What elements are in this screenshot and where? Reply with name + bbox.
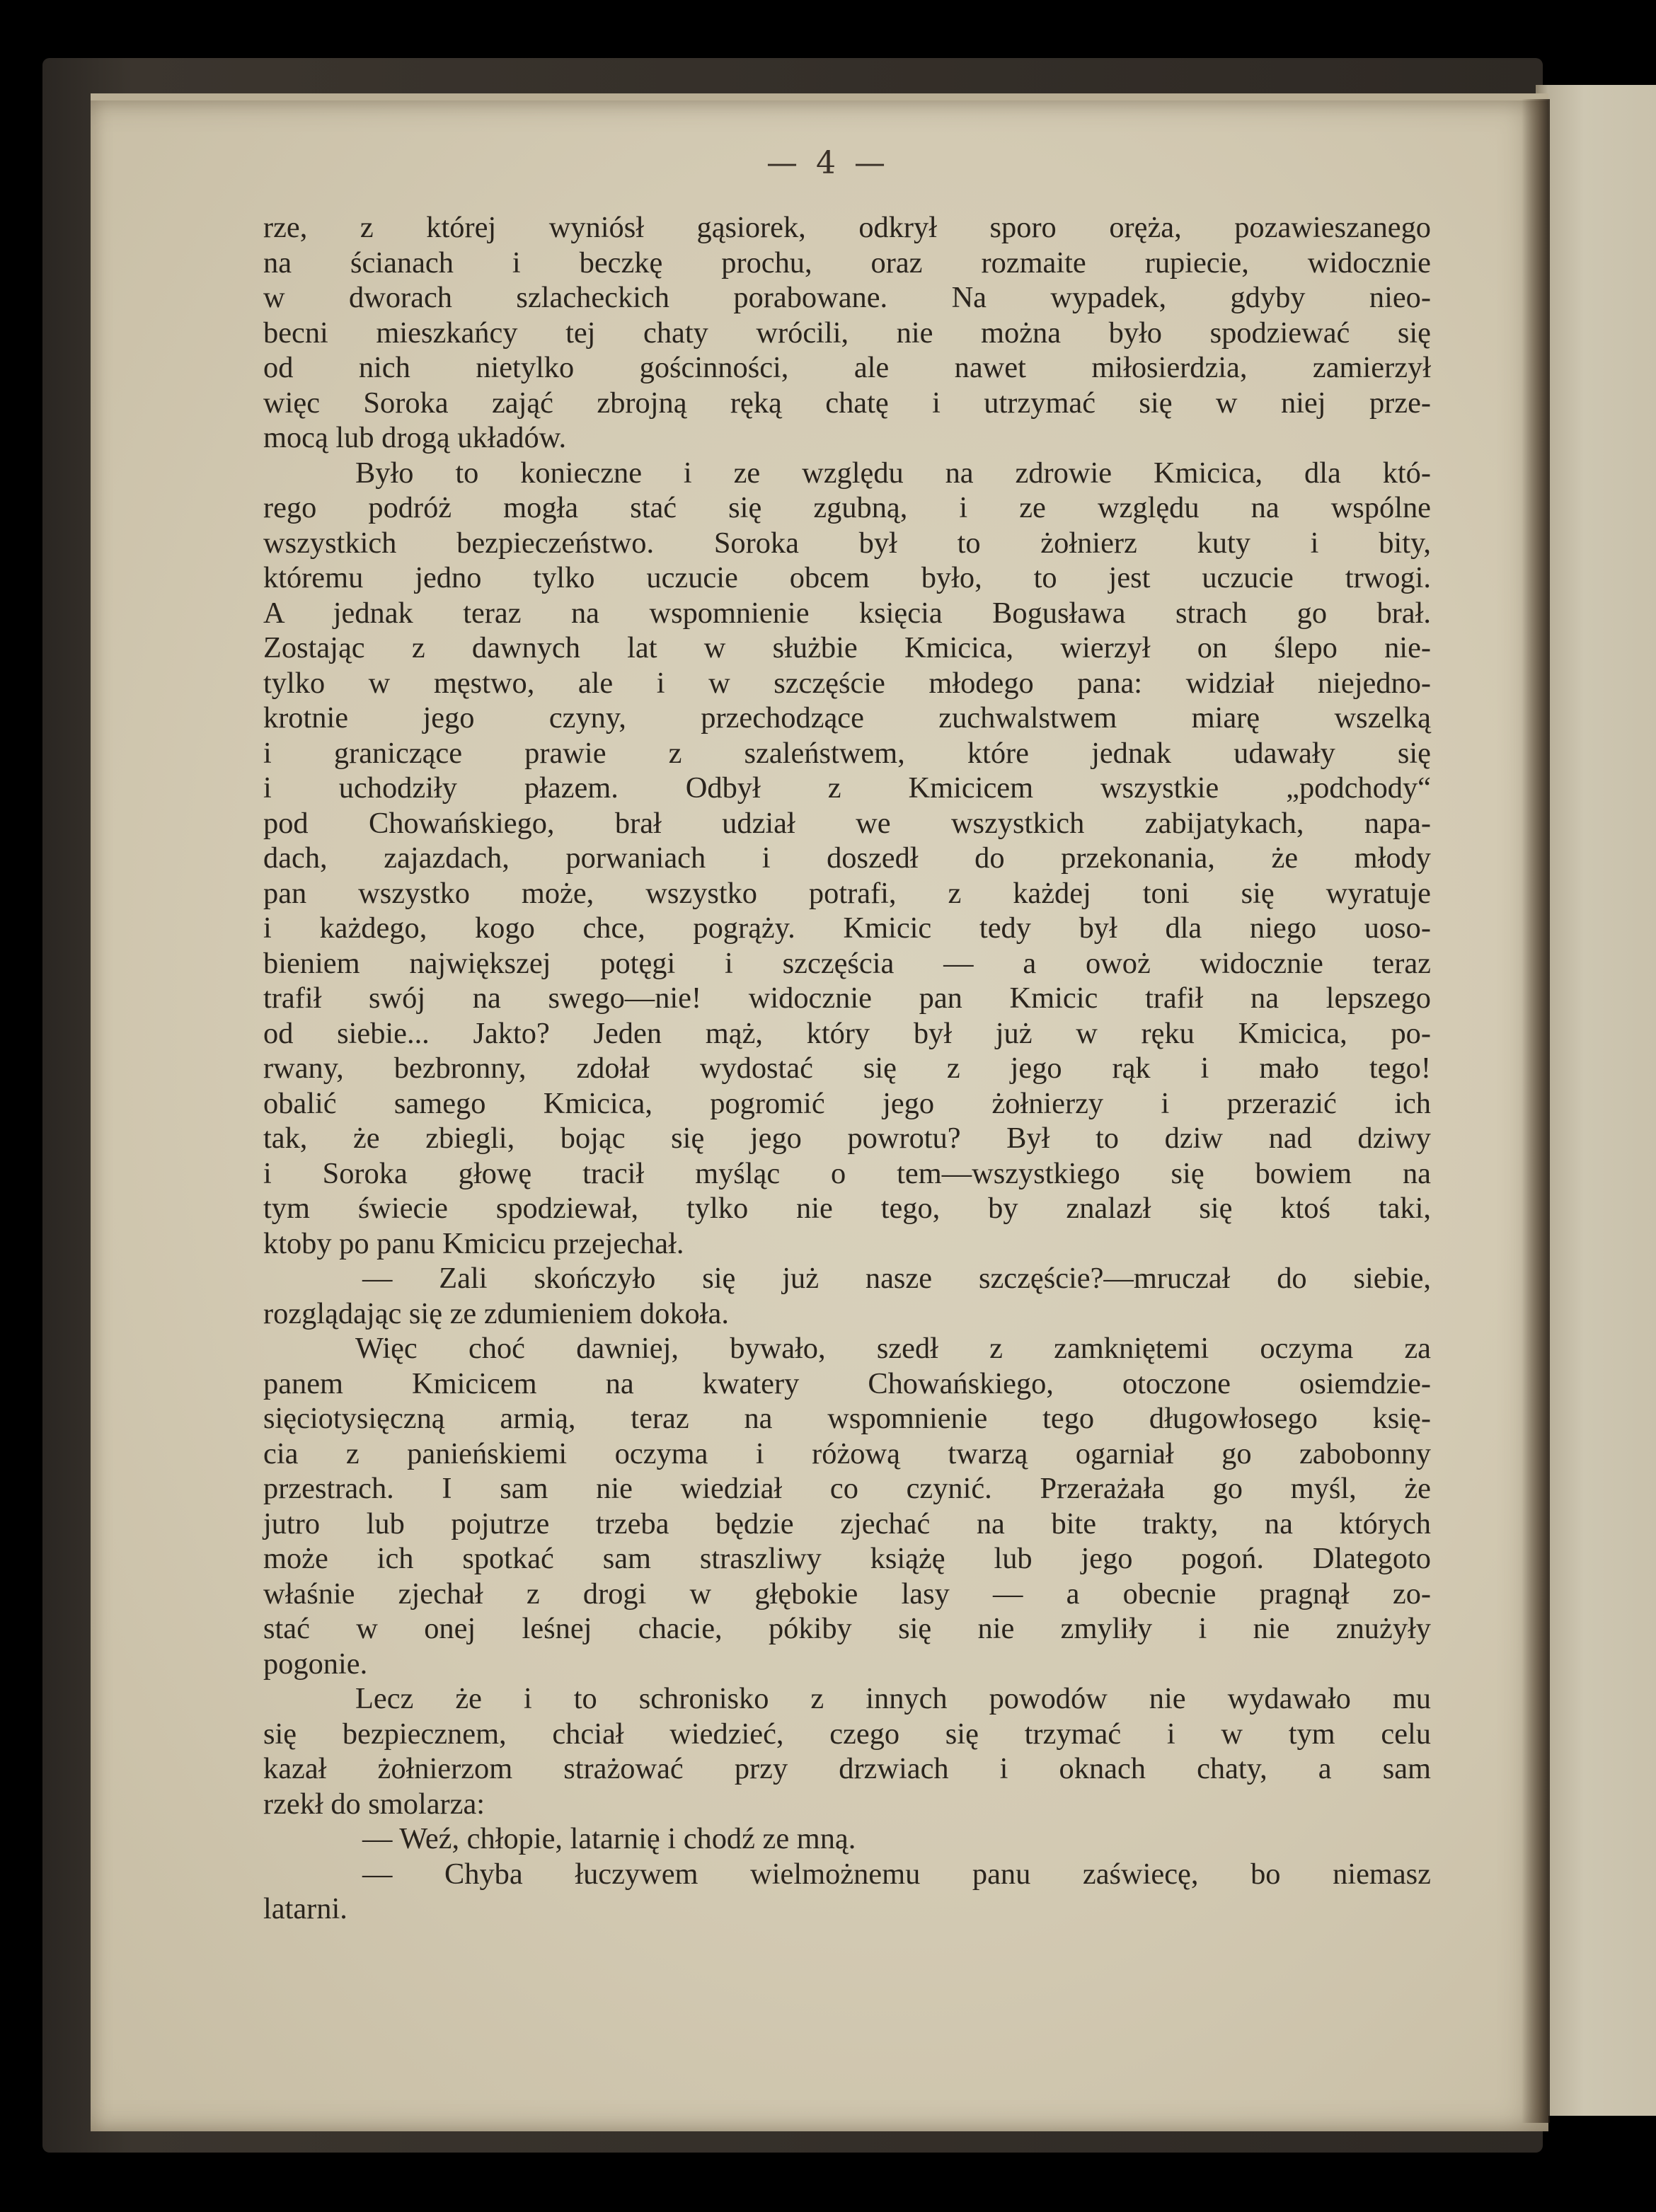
text-line: stać w onej leśnej chacie, pókiby się nie zmyliły i nie znużyły [263, 1612, 1431, 1645]
text-line: mocą lub drogą układów. [263, 421, 567, 454]
text-line: wszystkich bezpieczeństwo. Soroka był to żołnierz kuty i bity, [263, 526, 1431, 560]
text-line: od siebie... Jakto? Jeden mąż, który był już w ręku Kmicica, po- [263, 1016, 1431, 1050]
text-line: cia z panieńskiemi oczyma i różową twarzą ogarniał go zabobonny [263, 1436, 1431, 1470]
text-line: tak, że zbiegli, bojąc się jego powrotu? Był to dziw nad dziwy [263, 1122, 1431, 1155]
text-line: krotnie jego czyny, przechodzące zuchwalstwem miarę wszelką [263, 701, 1431, 735]
body-text [263, 210, 1431, 1927]
text-line: i uchodziły płazem. Odbył z Kmicicem wszystkie „podchody“ [263, 771, 1431, 805]
text-line: bieniem największej potęgi i szczęścia — a owoż widocznie teraz [263, 946, 1431, 980]
text-line: jutro lub pojutrze trzeba będzie zjechać na bite trakty, na których [263, 1507, 1431, 1540]
text-line: A jednak teraz na wspomnienie księcia Bogusława strach go brał. [263, 596, 1431, 630]
text-line: Lecz że i to schronisko z innych powodów nie wydawało mu [355, 1682, 1431, 1715]
text-line: i graniczące prawie z szaleństwem, które jednak udawały się [263, 736, 1431, 770]
text-line: sięciotysięczną armią, teraz na wspomnienie tego długowłosego księ- [263, 1402, 1431, 1435]
text-line: właśnie zjechał z drogi w głębokie lasy — a obecnie pragnął zo- [263, 1577, 1431, 1611]
text-line: się bezpiecznem, chciał wiedzieć, czego się trzymać i w tym celu [263, 1717, 1431, 1751]
text-line: becni mieszkańcy tej chaty wrócili, nie można było spodziewać się [263, 316, 1431, 350]
facing-page-edge [1536, 85, 1656, 2116]
text-line: Więc choć dawniej, bywało, szedł z zamkniętemi oczyma za [355, 1332, 1431, 1365]
text-line: na ścianach i beczkę prochu, oraz rozmaite rupiecie, widocznie [263, 246, 1431, 280]
text-line: pogonie. [263, 1647, 368, 1681]
text-line: w dworach szlacheckich porabowane. Na wypadek, gdyby nieo- [263, 281, 1431, 314]
text-line: kazał żołnierzom strażować przy drzwiach i oknach chaty, a sam [263, 1752, 1431, 1785]
page-number: — 4 — [766, 145, 890, 181]
text-line: — Chyba łuczywem wielmożnemu panu zaświecę, bo niemasz [362, 1857, 1431, 1891]
text-line: latarni. [263, 1892, 347, 1925]
text-line: tylko w męstwo, ale i w szczęście młodego pana: widział niejedno- [263, 666, 1431, 700]
text-line: pod Chowańskiego, brał udział we wszystkich zabijatykach, napa- [263, 806, 1431, 840]
text-line: i Soroka głowę tracił myśląc o tem—wszystkiego się bowiem na [263, 1156, 1431, 1190]
text-line: któremu jedno tylko uczucie obcem było, to jest uczucie trwogi. [263, 561, 1431, 594]
text-line: — Zali skończyło się już nasze szczęście?—mruczał do siebie, [362, 1262, 1431, 1295]
page-gutter-shadow [1522, 99, 1550, 2123]
text-line: rze, z której wyniósł gąsiorek, odkrył sporo oręża, pozawieszanego [263, 211, 1431, 244]
text-line: rozglądając się ze zdumieniem dokoła. [263, 1296, 729, 1330]
text-line: pan wszystko może, wszystko potrafi, z każdej toni się wyratuje [263, 876, 1431, 910]
text-line: rwany, bezbronny, zdołał wydostać się z jego rąk i mało tego! [263, 1052, 1431, 1085]
text-line: Było to konieczne i ze względu na zdrowie Kmicica, dla któ- [355, 456, 1431, 490]
text-line: trafił swój na swego—nie! widocznie pan Kmicic trafił na lepszego [263, 981, 1431, 1015]
text-line: ktoby po panu Kmicicu przejechał. [263, 1226, 684, 1260]
text-line: Zostając z dawnych lat w służbie Kmicica, wierzył on ślepo nie- [263, 631, 1431, 664]
text-line: dach, zajazdach, porwaniach i doszedł do przekonania, że młody [263, 841, 1431, 875]
text-line: przestrach. I sam nie wiedział co czynić. Przerażała go myśl, że [263, 1472, 1431, 1505]
text-line: — Weź, chłopie, latarnię i chodź ze mną. [362, 1822, 856, 1855]
text-line: panem Kmicicem na kwatery Chowańskiego, otoczone osiemdzie- [263, 1366, 1431, 1400]
text-line: więc Soroka zająć zbrojną ręką chatę i utrzymać się w niej prze- [263, 386, 1431, 420]
text-line: obalić samego Kmicica, pogromić jego żołnierzy i przerazić ich [263, 1086, 1431, 1120]
text-line: tym świecie spodziewał, tylko nie tego, by znalazł się ktoś taki, [263, 1192, 1431, 1225]
text-line: może ich spotkać sam straszliwy książę lub jego pogoń. Dlategoto [263, 1542, 1431, 1575]
text-line: od nich nietylko gościnności, ale nawet miłosierdzia, zamierzył [263, 351, 1431, 384]
text-line: rego podróż mogła stać się zgubną, i ze względu na wspólne [263, 491, 1431, 524]
text-line: i każdego, kogo chce, pogrąży. Kmicic tedy był dla niego uoso- [263, 911, 1431, 945]
text-line: rzekł do smolarza: [263, 1787, 485, 1821]
